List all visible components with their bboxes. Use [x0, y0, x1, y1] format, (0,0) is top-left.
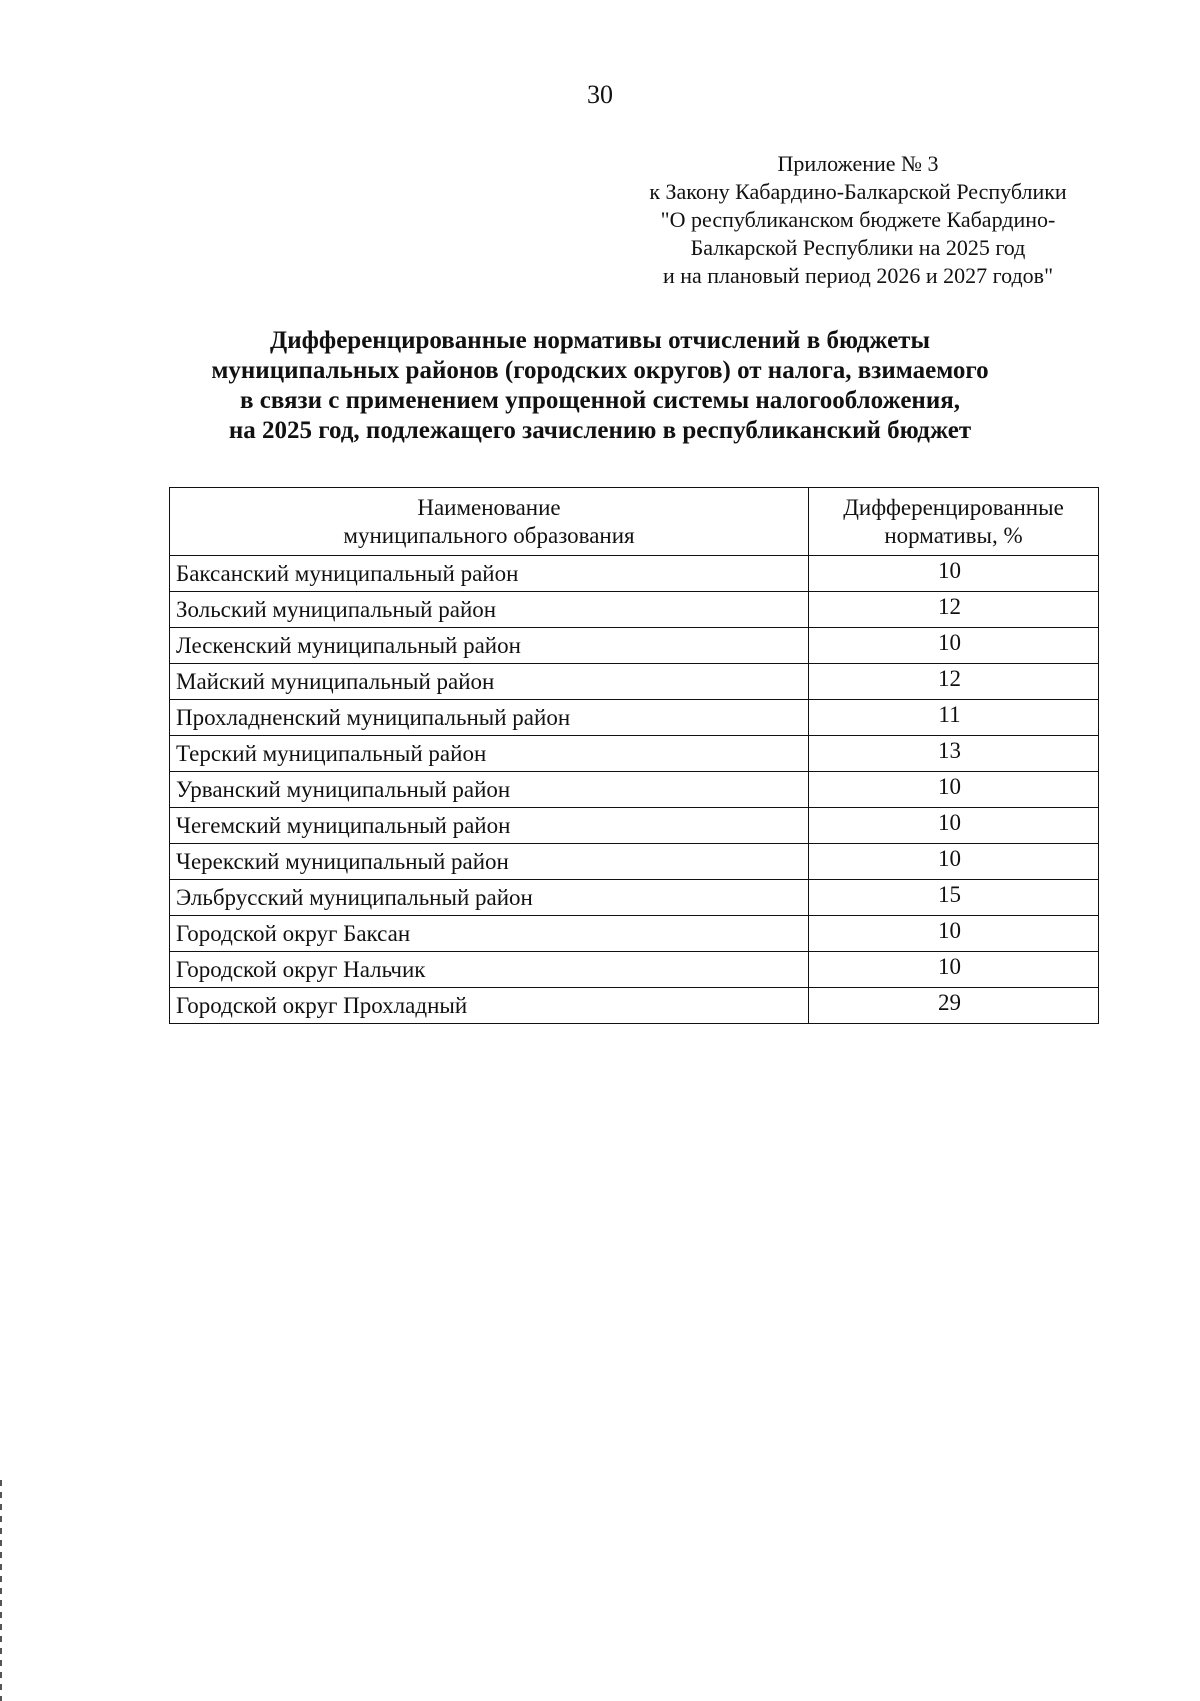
norm-value: 10 [809, 916, 1099, 952]
table-row [170, 952, 1099, 988]
table-row [170, 880, 1099, 916]
table-row [170, 556, 1099, 592]
appendix-line: и на плановый период 2026 и 2027 годов" [662, 263, 1054, 288]
municipality-name: Лескенский муниципальный район [170, 628, 809, 664]
municipality-name: Городской округ Нальчик [170, 952, 809, 988]
municipality-name: Майский муниципальный район [170, 664, 809, 700]
municipality-name: Городской округ Баксан [170, 916, 809, 952]
table-row [170, 844, 1099, 880]
norm-value: 12 [809, 664, 1099, 700]
title-line: на 2025 год, подлежащего зачислению в республиканский бюджет [228, 417, 972, 444]
municipality-name: Зольский муниципальный район [170, 592, 809, 628]
header-value-line: Дифференцированные [843, 494, 1064, 520]
header-value-column [809, 488, 1099, 556]
table-row [170, 736, 1099, 772]
header-name-column [170, 488, 809, 556]
header-name-line: муниципального образования [343, 522, 635, 548]
appendix-line: Приложение № 3 [777, 151, 939, 176]
appendix-line: к Закону Кабардино-Балкарской Республики [649, 179, 1067, 204]
table-row [170, 592, 1099, 628]
table-row [170, 916, 1099, 952]
title-line: муниципальных районов (городских округов) от налога, взимаемого [211, 357, 989, 384]
norm-value: 12 [809, 592, 1099, 628]
table-row [170, 628, 1099, 664]
appendix-line: Балкарской Республики на 2025 год [690, 235, 1026, 260]
municipality-name: Терский муниципальный район [170, 736, 809, 772]
scan-edge-mark [0, 1480, 2, 1701]
table-row [170, 772, 1099, 808]
norm-value: 15 [809, 880, 1099, 916]
municipality-name: Городской округ Прохладный [170, 988, 809, 1024]
table-row [170, 700, 1099, 736]
municipality-name: Прохладненский муниципальный район [170, 700, 809, 736]
title-line: Дифференцированные нормативы отчислений в бюджеты [270, 327, 930, 354]
header-name-line: Наименование [417, 494, 561, 520]
table-header-row [170, 488, 1099, 556]
norm-value: 10 [809, 952, 1099, 988]
municipality-name: Эльбрусский муниципальный район [170, 880, 809, 916]
table-row [170, 988, 1099, 1024]
norm-value: 10 [809, 844, 1099, 880]
document-title [0, 326, 1200, 446]
table-row [170, 808, 1099, 844]
norm-value: 10 [809, 772, 1099, 808]
title-line: в связи с применением упрощенной системы налогообложения, [240, 387, 960, 414]
municipality-name: Черекский муниципальный район [170, 844, 809, 880]
table-row [170, 664, 1099, 700]
municipality-name: Урванский муниципальный район [170, 772, 809, 808]
norm-value: 11 [809, 700, 1099, 736]
norm-value: 10 [809, 628, 1099, 664]
norm-value: 29 [809, 988, 1099, 1024]
appendix-block [608, 150, 1108, 290]
appendix-line: "О республиканском бюджете Кабардино- [660, 207, 1056, 232]
norms-table [169, 487, 1099, 1024]
header-value-line: нормативы, % [884, 522, 1023, 548]
municipality-name: Чегемский муниципальный район [170, 808, 809, 844]
norm-value: 13 [809, 736, 1099, 772]
norm-value: 10 [809, 808, 1099, 844]
norm-value: 10 [809, 556, 1099, 592]
page-number: 30 [587, 80, 613, 109]
municipality-name: Баксанский муниципальный район [170, 556, 809, 592]
